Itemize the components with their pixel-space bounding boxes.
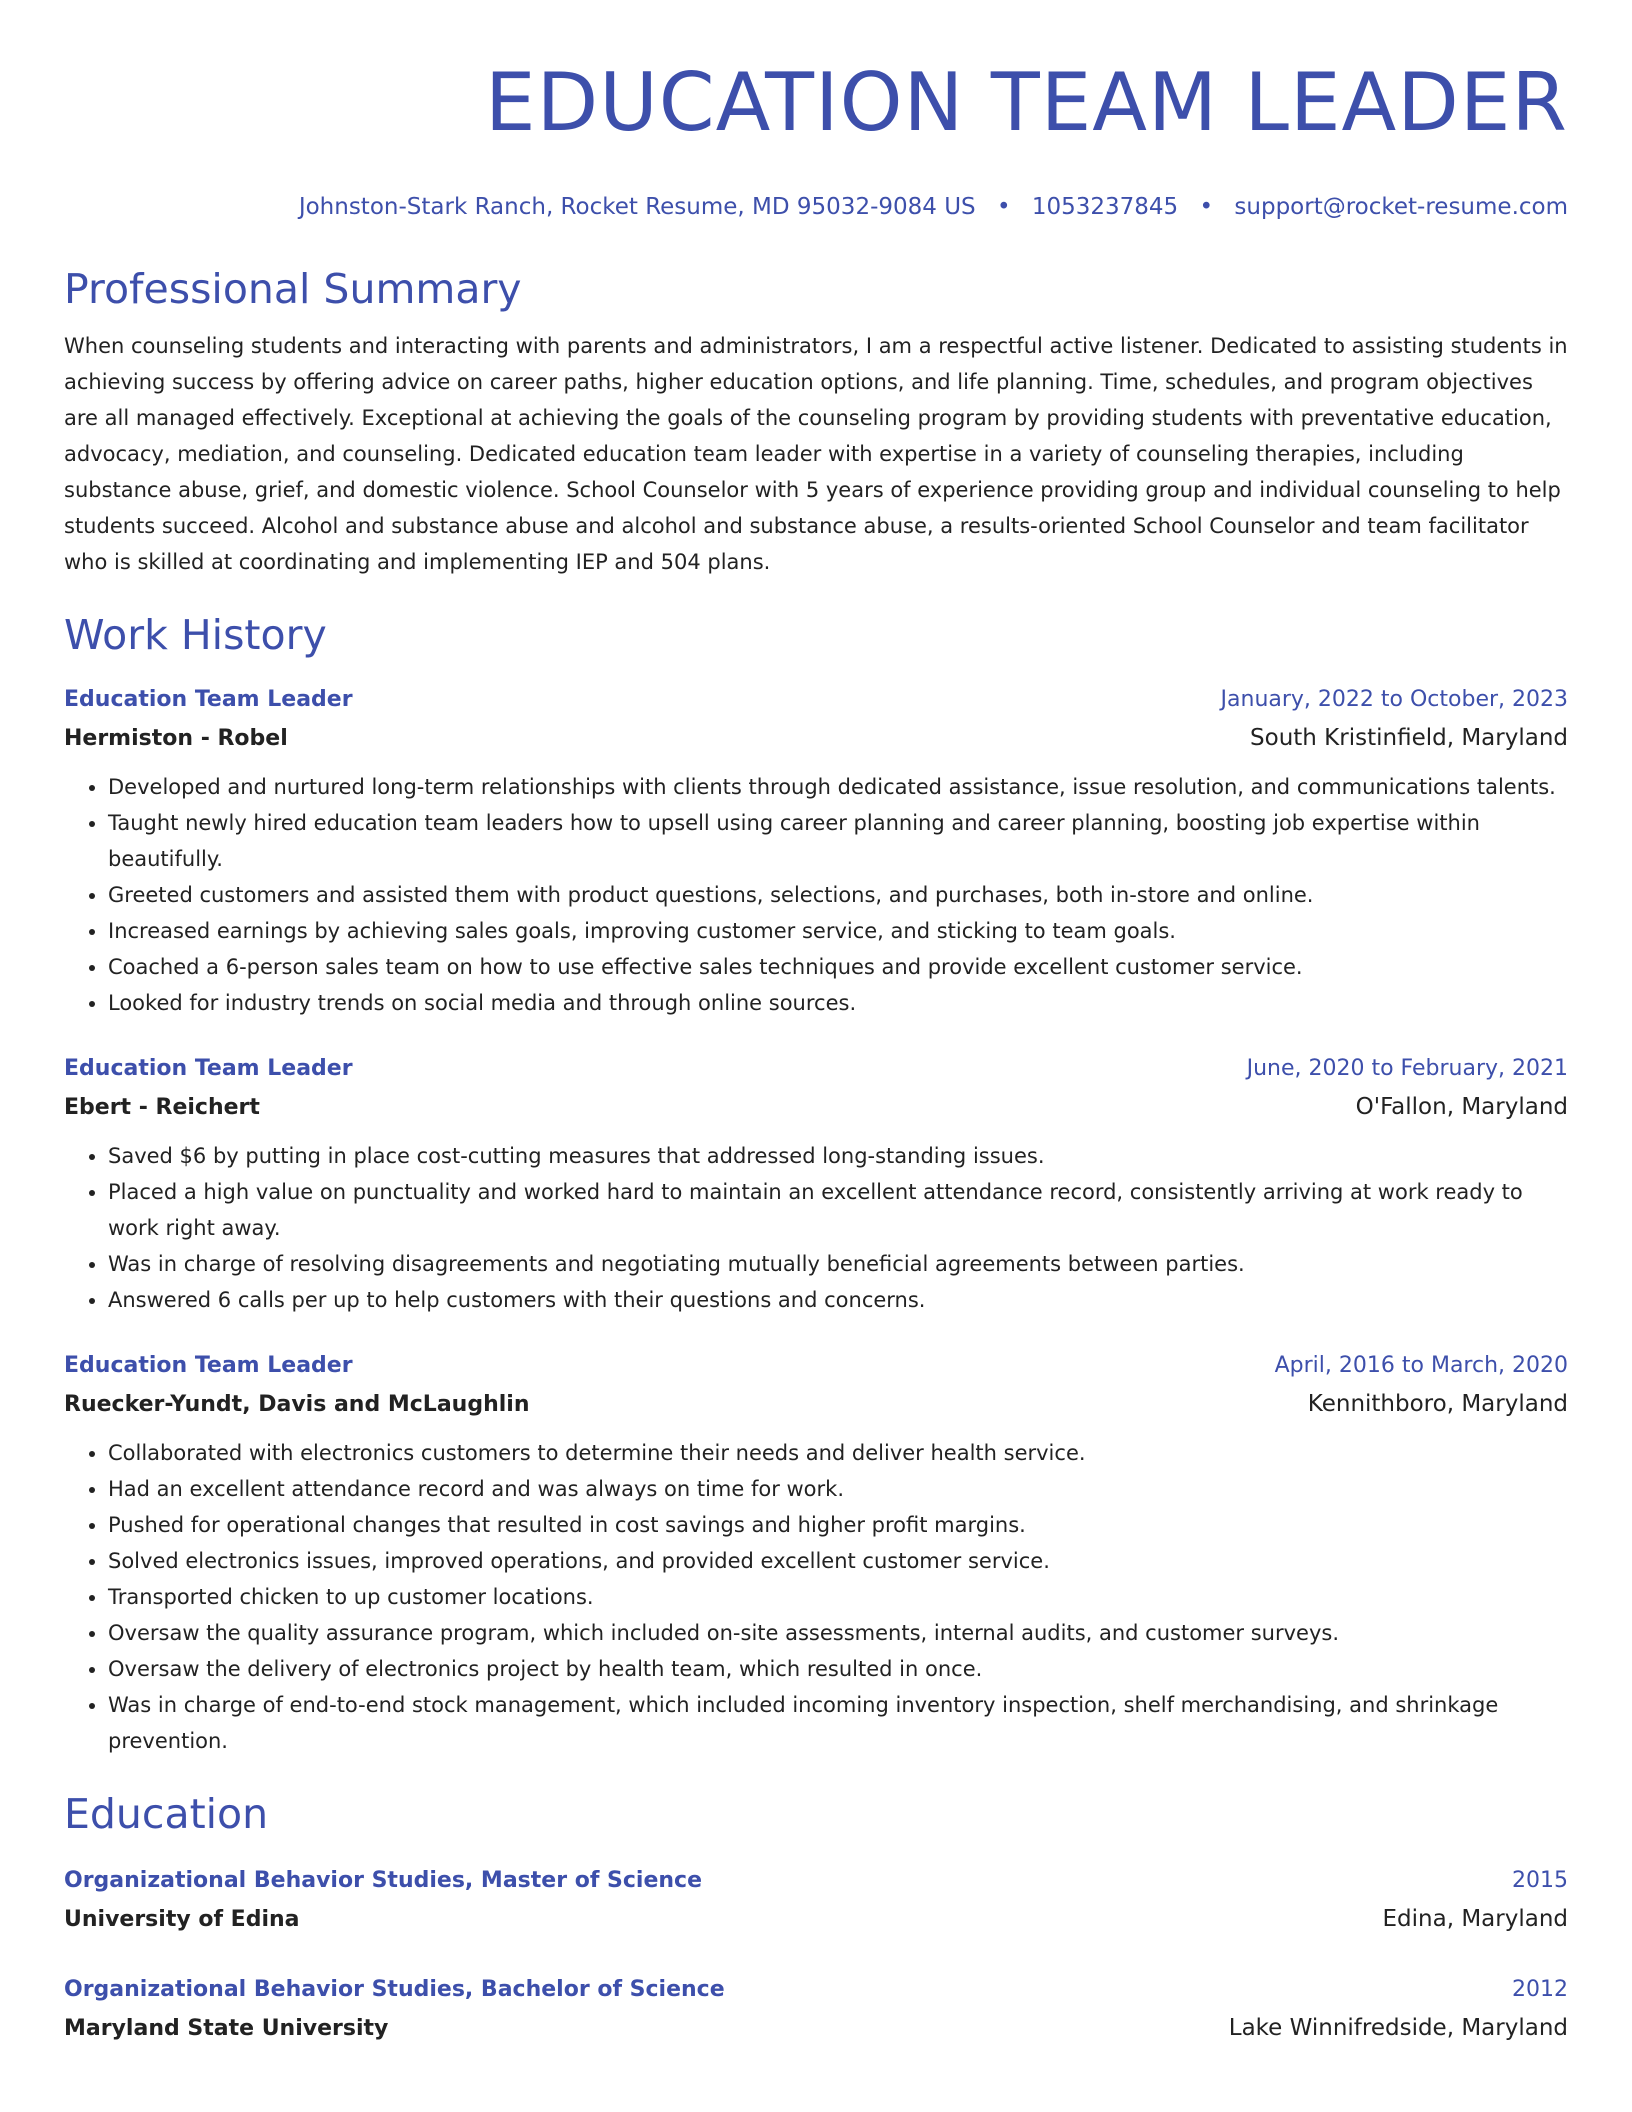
education-entry <box>64 1863 1568 1940</box>
job-role: Education Team Leader <box>64 1353 353 1378</box>
contact-email: support@rocket-resume.com <box>1234 194 1568 220</box>
job-role: Education Team Leader <box>64 1056 353 1081</box>
job-bullets <box>64 1435 1568 1759</box>
job-dates: April, 2016 to March, 2020 <box>1274 1353 1568 1378</box>
job-bullet: • Developed and nurtured long-term relationships with clients through dedicated assistance, issue resolution, and communications talents. <box>108 769 1568 805</box>
job-bullet: • Had an excellent attendance record and was always on time for work. <box>108 1471 1568 1507</box>
contact-address: Johnston-Stark Ranch, Rocket Resume, MD 95032-9084 US <box>298 194 976 220</box>
education-degree: Organizational Behavior Studies, Master of Science <box>64 1868 703 1893</box>
job-bullet: • Coached a 6-person sales team on how to use effective sales techniques and provide excellent customer service. <box>108 949 1568 985</box>
job-employer: Ebert - Reichert <box>64 1095 260 1120</box>
contact-line <box>64 192 1568 222</box>
summary-text: When counseling students and interacting with parents and administrators, I am a respectful active listener. Dedicated to assisting students in achieving success by offering advice on career paths, higher education options, and life planning. Time, schedules, and program objectives are all managed effectively. Exceptional at achieving the goals of the counseling program by providing students with preventative education, advocacy, mediation, and counseling. Dedicated education team leader with expertise in a variety of counseling therapies, including substance abuse, grief, and domestic violence. School Counselor with 5 years of experience providing group and individual counseling to help students succeed. Alcohol and substance abuse and alcohol and substance abuse, a results-oriented School Counselor and team facilitator who is skilled at coordinating and implementing IEP and 504 plans. <box>64 334 1568 574</box>
education-location: Edina, Maryland <box>1382 1906 1568 1932</box>
education-year: 2015 <box>1512 1868 1568 1893</box>
job-bullet: • Taught newly hired education team leaders how to upsell using career planning and career planning, boosting job expertise within beautifully. <box>108 805 1568 877</box>
education-degree: Organizational Behavior Studies, Bachelor of Science <box>64 1977 725 2002</box>
job-entry <box>64 682 1568 1021</box>
job-bullet: • Was in charge of end-to-end stock management, which included incoming inventory inspection, shelf merchandising, and shrinkage prevention. <box>108 1687 1568 1759</box>
job-bullet: • Looked for industry trends on social media and through online sources. <box>108 985 1568 1021</box>
job-employer: Hermiston - Robel <box>64 726 288 751</box>
job-bullet: • Placed a high value on punctuality and worked hard to maintain an excellent attendance record, consistently arriving at work ready to work right away. <box>108 1174 1568 1246</box>
job-bullet: • Answered 6 calls per up to help customers with their questions and concerns. <box>108 1282 1568 1318</box>
contact-phone: 1053237845 <box>1031 194 1179 220</box>
job-bullet: • Solved electronics issues, improved operations, and provided excellent customer service. <box>108 1543 1568 1579</box>
job-bullets <box>64 1138 1568 1318</box>
education-location: Lake Winnifredside, Maryland <box>1228 2015 1568 2041</box>
education-heading: Education <box>64 1790 269 1838</box>
job-employer: Ruecker-Yundt, Davis and McLaughlin <box>64 1392 530 1417</box>
job-dates: January, 2022 to October, 2023 <box>1220 687 1568 712</box>
work-history-heading: Work History <box>64 611 327 659</box>
job-dates: June, 2020 to February, 2021 <box>1246 1056 1568 1081</box>
job-role: Education Team Leader <box>64 687 353 712</box>
job-entry <box>64 1348 1568 1759</box>
contact-separator: • <box>1199 194 1214 220</box>
job-bullets <box>64 769 1568 1021</box>
education-year: 2012 <box>1512 1977 1568 2002</box>
education-school: Maryland State University <box>64 2016 389 2041</box>
job-entry <box>64 1051 1568 1318</box>
job-bullet: • Was in charge of resolving disagreements and negotiating mutually beneficial agreements between parties. <box>108 1246 1568 1282</box>
job-bullet: • Increased earnings by achieving sales goals, improving customer service, and sticking to team goals. <box>108 913 1568 949</box>
education-entry <box>64 1972 1568 2049</box>
education-school: University of Edina <box>64 1907 300 1932</box>
work-history-list <box>64 682 1568 1759</box>
summary-heading: Professional Summary <box>64 265 522 313</box>
candidate-title: EDUCATION TEAM LEADER <box>485 56 1568 149</box>
job-location: Kennithboro, Maryland <box>1307 1391 1568 1417</box>
job-location: O'Fallon, Maryland <box>1355 1094 1568 1120</box>
resume-header <box>64 0 1568 222</box>
job-bullet: • Greeted customers and assisted them with product questions, selections, and purchases, both in-store and online. <box>108 877 1568 913</box>
job-bullet: • Oversaw the delivery of electronics project by health team, which resulted in once. <box>108 1651 1568 1687</box>
job-bullet: • Collaborated with electronics customers to determine their needs and deliver health service. <box>108 1435 1568 1471</box>
job-bullet: • Saved $6 by putting in place cost-cutting measures that addressed long-standing issues. <box>108 1138 1568 1174</box>
job-bullet: • Transported chicken to up customer locations. <box>108 1579 1568 1615</box>
job-bullet: • Pushed for operational changes that resulted in cost savings and higher profit margins. <box>108 1507 1568 1543</box>
job-location: South Kristinfield, Maryland <box>1250 725 1568 751</box>
job-bullet: • Oversaw the quality assurance program, which included on-site assessments, internal audits, and customer surveys. <box>108 1615 1568 1651</box>
contact-separator: • <box>996 194 1011 220</box>
